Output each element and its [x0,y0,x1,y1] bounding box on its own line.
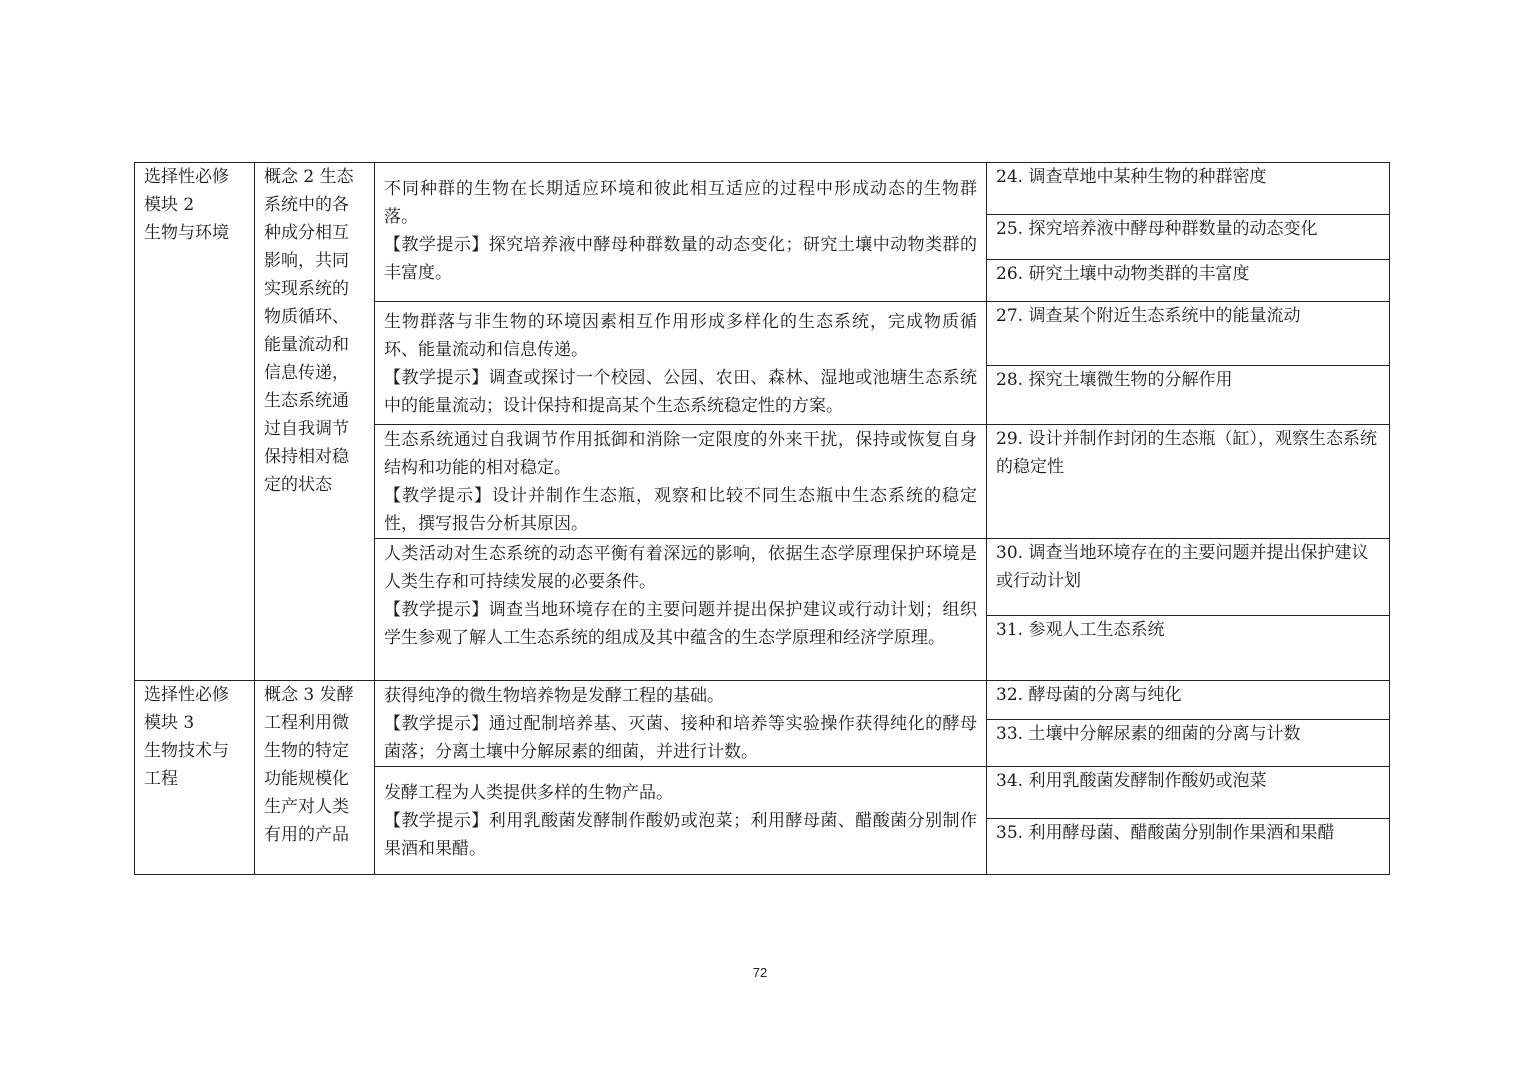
activity-cell: 26. 研究土壤中动物类群的丰富度 [987,260,1390,302]
module-line: 模块 3 [144,713,195,733]
teaching-hint: 【教学提示】探究培养液中酵母种群数量的动态变化；研究土壤中动物类群的丰富度。 [384,235,977,283]
content-cell [375,425,987,539]
module-line: 生物技术与 [144,741,229,761]
content-cell [375,539,987,681]
table-row [135,163,1390,215]
table-row [135,681,1390,720]
concept-cell: 概念 2 生态系统中的各种成分相互影响，共同实现系统的物质循环、能量流动和信息传递，生态系统通过自我调节保持相对稳定的状态 [255,163,375,681]
module-line: 选择性必修 [144,685,229,705]
module-line: 模块 2 [144,195,195,215]
activity-cell: 28. 探究土壤微生物的分解作用 [987,366,1390,425]
content-statement: 人类活动对生态系统的动态平衡有着深远的影响，依据生态学原理保护环境是人类生存和可持续发展的必要条件。 [384,544,977,592]
module-cell [135,681,255,875]
concept-cell: 概念 3 发酵工程利用微生物的特定功能规模化生产对人类有用的产品 [255,681,375,875]
page-number: 72 [752,965,768,980]
content-statement: 生物群落与非生物的环境因素相互作用形成多样化的生态系统，完成物质循环、能量流动和信息传递。 [384,312,977,360]
content-statement: 获得纯净的微生物培养物是发酵工程的基础。 [384,686,724,706]
activity-cell: 34. 利用乳酸菌发酵制作酸奶或泡菜 [987,767,1390,819]
activity-cell: 24. 调查草地中某种生物的种群密度 [987,163,1390,215]
module-cell [135,163,255,681]
activity-cell: 29. 设计并制作封闭的生态瓶（缸），观察生态系统的稳定性 [987,425,1390,539]
teaching-hint: 【教学提示】调查或探讨一个校园、公园、农田、森林、湿地或池塘生态系统中的能量流动；设计保持和提高某个生态系统稳定性的方案。 [384,368,977,416]
content-cell [375,302,987,425]
curriculum-table [134,162,1390,875]
teaching-hint: 【教学提示】通过配制培养基、灭菌、接种和培养等实验操作获得纯化的酵母菌落；分离土壤中分解尿素的细菌，并进行计数。 [384,714,977,762]
activity-cell: 32. 酵母菌的分离与纯化 [987,681,1390,720]
content-cell [375,681,987,767]
teaching-hint: 【教学提示】利用乳酸菌发酵制作酸奶或泡菜；利用酵母菌、醋酸菌分别制作果酒和果醋。 [384,811,977,859]
activity-cell: 30. 调查当地环境存在的主要问题并提出保护建议或行动计划 [987,539,1390,616]
content-statement: 不同种群的生物在长期适应环境和彼此相互适应的过程中形成动态的生物群落。 [384,179,977,227]
content-statement: 发酵工程为人类提供多样的生物产品。 [384,783,673,803]
activity-cell: 35. 利用酵母菌、醋酸菌分别制作果酒和果醋 [987,819,1390,875]
content-statement: 生态系统通过自我调节作用抵御和消除一定限度的外来干扰，保持或恢复自身结构和功能的相对稳定。 [384,430,977,478]
module-line: 选择性必修 [144,167,229,187]
activity-cell: 33. 土壤中分解尿素的细菌的分离与计数 [987,720,1390,767]
content-cell [375,163,987,302]
module-line: 生物与环境 [144,223,229,243]
activity-cell: 27. 调查某个附近生态系统中的能量流动 [987,302,1390,366]
teaching-hint: 【教学提示】调查当地环境存在的主要问题并提出保护建议或行动计划；组织学生参观了解人工生态系统的组成及其中蕴含的生态学原理和经济学原理。 [384,600,977,648]
activity-cell: 31. 参观人工生态系统 [987,616,1390,681]
activity-cell: 25. 探究培养液中酵母种群数量的动态变化 [987,215,1390,260]
content-cell [375,767,987,875]
teaching-hint: 【教学提示】设计并制作生态瓶，观察和比较不同生态瓶中生态系统的稳定性，撰写报告分析其原因。 [384,486,977,534]
module-line: 工程 [144,769,178,789]
